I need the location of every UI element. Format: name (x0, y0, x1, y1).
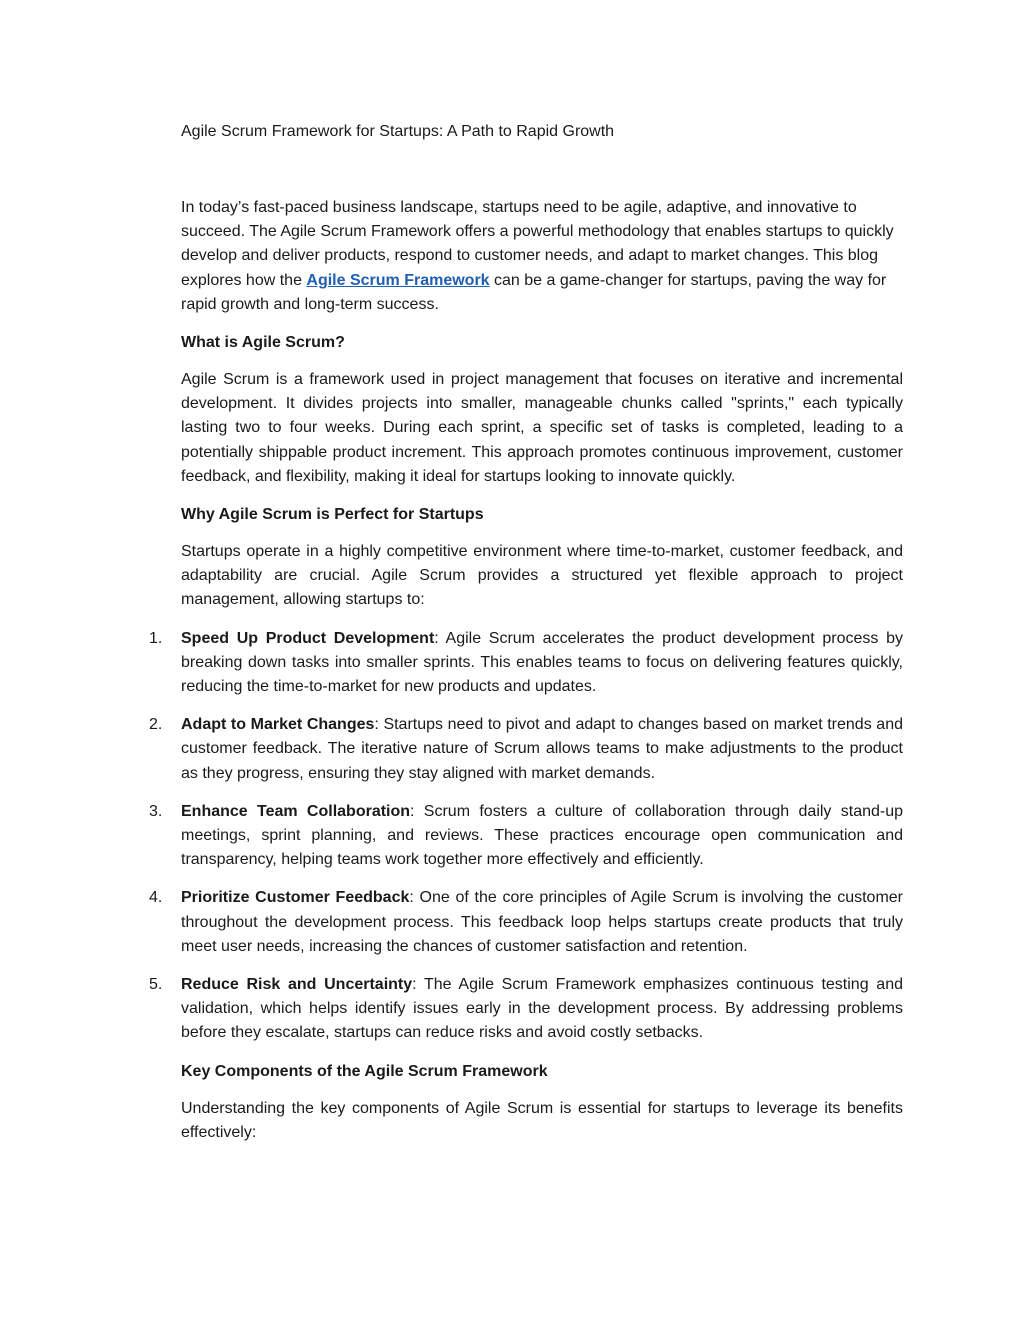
list-item (149, 973, 903, 1046)
list-item-number: 2. (149, 716, 163, 734)
intro-paragraph (181, 196, 903, 317)
list-item-text: : Scrum fosters a culture of collaboration through daily stand-up meetings, sprint planning, and reviews. These practices encourage open communication and transparency, helping teams work together more effectively and efficiently. (181, 802, 904, 869)
list-item (149, 886, 903, 959)
list-item-term: Enhance Team Collaboration (181, 802, 411, 820)
list-item (149, 800, 904, 873)
list-item-term: Adapt to Market Changes (181, 716, 375, 734)
list-item-number: 5. (149, 976, 163, 994)
list-item (149, 627, 903, 700)
intro-text-end: can be a game-changer for startups, paving the way for rapid growth and long-term success. (181, 271, 887, 313)
section-body-why-agile-scrum: Startups operate in a highly competitive environment where time-to-market, customer feedback, and adaptability are crucial. Agile Scrum provides a structured yet flexible approach to project management, allowing startups to: (181, 543, 903, 609)
section-heading-key-components: Key Components of the Agile Scrum Framework (181, 1062, 548, 1080)
list-item-text: : One of the core principles of Agile Scrum is involving the customer throughout the development process. This feedback loop helps startups create products that truly meet user needs, increasing the chances of customer satisfaction and retention. (181, 889, 903, 955)
list-item-text: : The Agile Scrum Framework emphasizes continuous testing and validation, which helps identify issues early in the development process. By addressing problems before they escalate, startups can reduce risks and avoid costly setbacks. (181, 976, 903, 1042)
list-item-term: Prioritize Customer Feedback (181, 889, 410, 907)
benefits-list (149, 627, 904, 1046)
section-heading-what-is-agile-scrum: What is Agile Scrum? (181, 334, 345, 352)
list-item (149, 713, 903, 786)
section-body-key-components: Understanding the key components of Agile Scrum is essential for startups to leverage its benefits effectively: (181, 1099, 903, 1141)
list-item-number: 1. (149, 629, 163, 647)
agile-scrum-framework-link[interactable]: Agile Scrum Framework (306, 271, 490, 289)
section-body-what-is-agile-scrum: Agile Scrum is a framework used in project management that focuses on iterative and incremental development. It divides projects into smaller, manageable chunks called "sprints," each typically lasting two to four weeks. During each sprint, a specific set of tasks is completed, leading to a potentially shippable product increment. This approach promotes continuous improvement, customer feedback, and flexibility, making it ideal for startups looking to innovate quickly. (181, 371, 903, 485)
list-item-term: Reduce Risk and Uncertainty (181, 976, 413, 994)
section-heading-why-agile-scrum: Why Agile Scrum is Perfect for Startups (181, 506, 484, 524)
list-item-term: Speed Up Product Development (181, 629, 435, 647)
list-item-text: : Agile Scrum accelerates the product development process by breaking down tasks into smaller sprints. This enables teams to focus on delivering features quickly, reducing the time-to-market for new products and updates. (181, 629, 903, 696)
list-item-number: 3. (149, 802, 163, 820)
document-title: Agile Scrum Framework for Startups: A Path to Rapid Growth (181, 123, 615, 140)
intro-text-start: In today’s fast-paced business landscape, startups need to be agile, adaptive, and innovative to succeed. The Agile Scrum Framework offers a powerful methodology that enables startups to quickly develop and deliver products, respond to customer needs, and adapt to market changes. This blog explores how the (181, 199, 894, 289)
list-item-number: 4. (149, 889, 163, 907)
list-item-text: : Startups need to pivot and adapt to changes based on market trends and customer feedback. The iterative nature of Scrum allows teams to make adjustments to the product as they progress, ensuring they stay aligned with market demands. (181, 716, 903, 782)
